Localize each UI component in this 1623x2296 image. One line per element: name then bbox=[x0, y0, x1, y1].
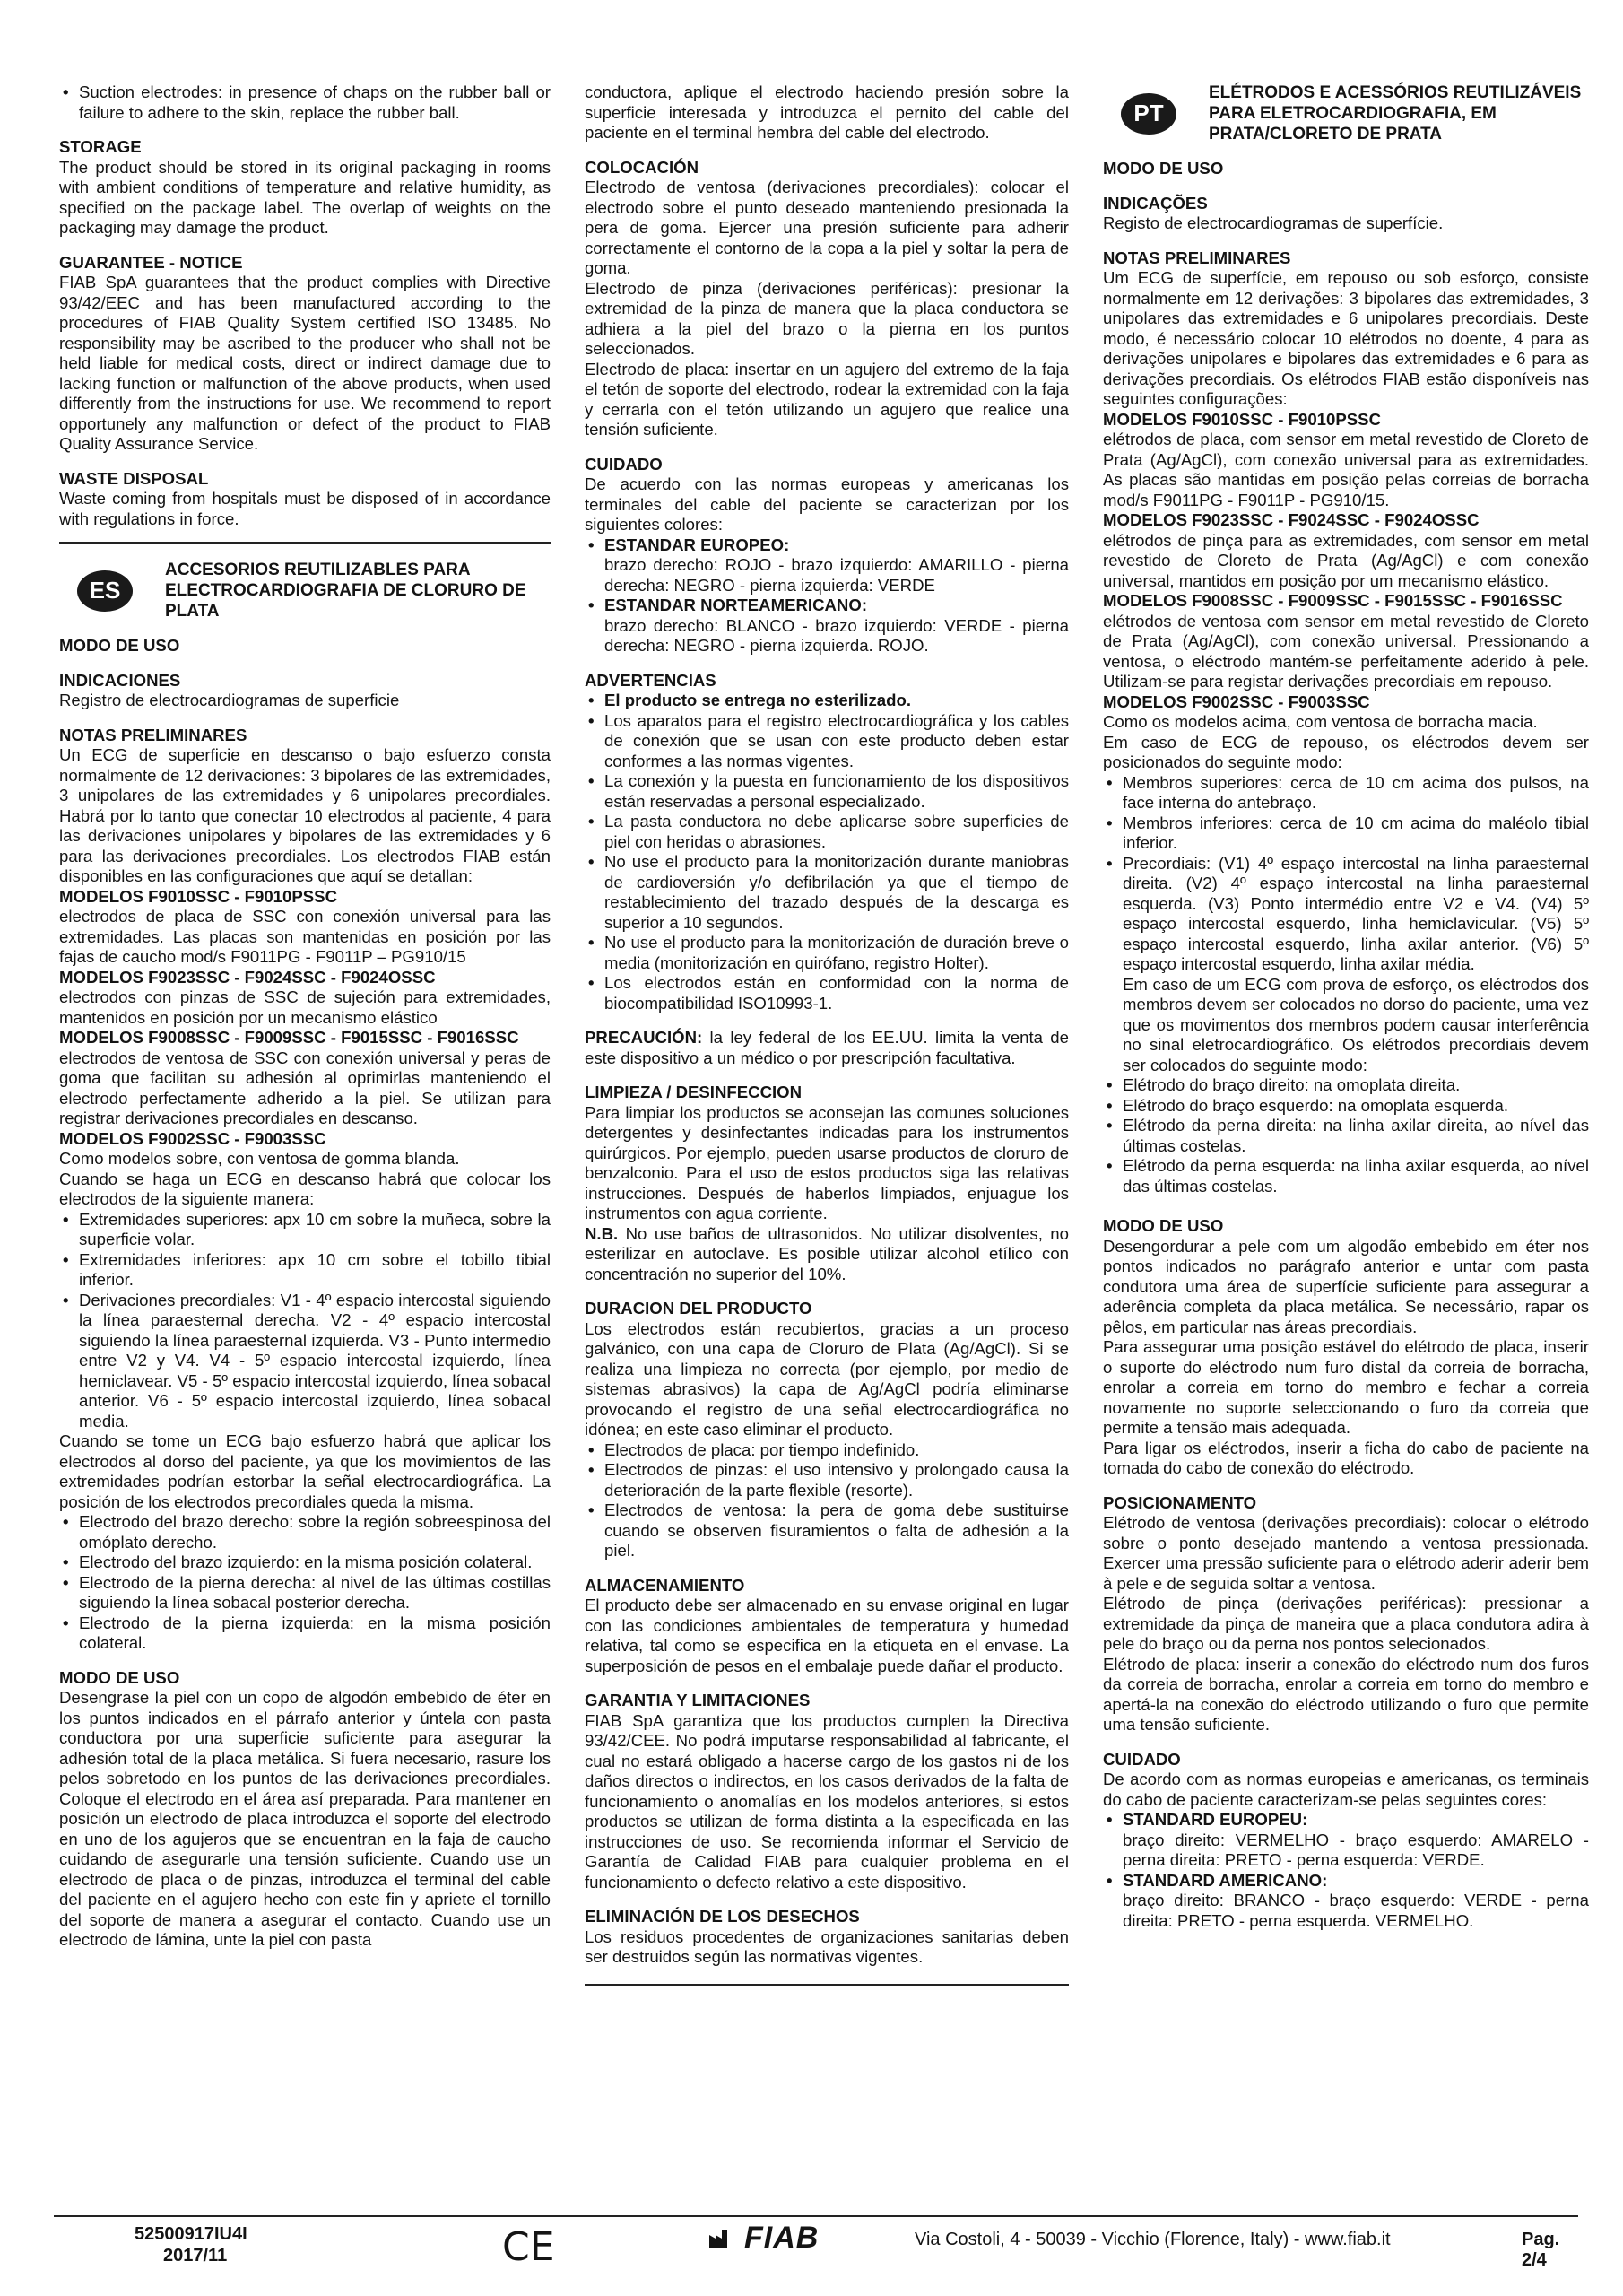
section-heading: CUIDADO bbox=[1103, 1749, 1181, 1769]
section-heading: GARANTIA Y LIMITACIONES bbox=[585, 1691, 811, 1709]
paragraph: Como os modelos acima, com ventosa de borracha macia. bbox=[1103, 712, 1538, 731]
stress-position-list bbox=[59, 1512, 551, 1654]
list-item: • No use el producto para la monitorización durante maniobras de cardioversión y/o defibrilación ya que el tiempo de restablecimiento del trazado después de la descarga es superior a 10 segundos. bbox=[604, 852, 1069, 933]
paragraph: electrodos de placa de SSC con conexión universal para las extremidades. Las placas son mantenidas en posición por las fajas de caucho mod/s F9011PG - F9011P – PG910/15 bbox=[59, 907, 551, 966]
divider bbox=[59, 542, 551, 544]
paragraph: FIAB SpA guarantees that the product complies with Directive 93/42/EEC and has been manufactured according to the procedures of FIAB Quality System certified ISO 13485. No responsibility may be ascribed to the producer who shall not be held liable for medical costs, direct or indirect damage due to lacking function or malfunction of the above products, when used differently from the instructions for use. We recommend to report opportunely any malfunction or defect of the product to FIAB Quality Assurance Service. bbox=[59, 273, 551, 453]
standard-heading: ESTANDAR NORTEAMERICANO: bbox=[604, 596, 868, 614]
document-code: 52500917IU4I bbox=[135, 2224, 247, 2244]
paragraph: Los electrodos están recubiertos, gracias a un proceso galvánico, con una capa de Cloruro de Plata (Ag/AgCl). Si se realiza una limpieza no correcta (por ejemplo, por medio de sistemas abrasivos) la capa de Ag/AgCl podría eliminarse provocando el registro de una señal electrocardiográfica no idónea; en este caso eliminar el producto. bbox=[585, 1318, 1069, 1439]
list-item: • Elétrodo do braço esquerdo: na omoplata esquerda. bbox=[1123, 1096, 1589, 1117]
standard-heading: ESTANDAR EUROPEO: bbox=[604, 535, 790, 554]
section-heading: ELIMINACIÓN DE LOS DESECHOS bbox=[585, 1907, 860, 1926]
model-heading: MODELOS F9002SSC - F9003SSC bbox=[1103, 691, 1370, 711]
section-heading: INDICACIONES bbox=[59, 670, 181, 690]
list-item: • Los aparatos para el registro electrocardiográfica y los cables de conexión que se usan con este producto deben estar conformes a las normas vigentes. bbox=[604, 711, 1069, 772]
paragraph: Cuando se haga un ECG en descanso habrá que colocar los electrodos de la siguiente manera: bbox=[59, 1169, 551, 1208]
section-heading: INDICAÇÕES bbox=[1103, 193, 1208, 213]
paragraph: Registro de electrocardiogramas de superficie bbox=[59, 691, 400, 709]
model-heading: MODELOS F9010SSC - F9010PSSC bbox=[59, 886, 338, 906]
list-item: • Membros inferiores: cerca de 10 cm acima do maléolo tibial inferior. bbox=[1123, 813, 1589, 854]
paragraph: Electrodo de placa: insertar en un agujero del extremo de la faja el tetón de soporte del electrodo, rodear la extremidad con la faja y cerrarla con el tetón utilizando un agujero que realice una tensión suficiente. bbox=[585, 359, 1069, 439]
list-item bbox=[604, 535, 1069, 596]
nb-paragraph bbox=[585, 1224, 1069, 1285]
paragraph: De acuerdo con las normas europeas y americanas los terminales del cable del paciente se caracterizan por los siguientes colores: bbox=[585, 474, 1069, 534]
column-english-spanish bbox=[59, 83, 551, 1951]
fiab-logo: FIAB bbox=[744, 2221, 820, 2255]
rest-position-list bbox=[59, 1210, 551, 1432]
list-item: • La pasta conductora no debe aplicarse sobre superficies de piel con heridas o abrasiones. bbox=[604, 812, 1069, 852]
language-header-es bbox=[59, 560, 551, 622]
standard-heading: STANDARD AMERICANO: bbox=[1123, 1870, 1328, 1890]
list-item: • Electrodos de placa: por tiempo indefinido. bbox=[604, 1440, 1069, 1461]
suction-bullet-list bbox=[59, 83, 551, 123]
paragraph: Em caso de ECG de repouso, os eléctrodos devem ser posicionados do seguinte modo: bbox=[1103, 732, 1589, 771]
list-item: • Suction electrodes: in presence of chaps on the rubber ball or failure to adhere to the skin, replace the rubber ball. bbox=[79, 83, 551, 123]
list-item bbox=[604, 596, 1069, 657]
language-badge: ES bbox=[77, 570, 133, 612]
list-item: • Electrodo de la pierna derecha: al nivel de las últimas costillas siguiendo la línea sobacal posterior derecha. bbox=[79, 1573, 551, 1613]
model-heading: MODELOS F9023SSC - F9024SSC - F9024OSSC bbox=[59, 967, 436, 987]
paragraph: The product should be stored in its original packaging in rooms with ambient conditions of temperature and relative humidity, as specified on the package label. The overlap of weights on the packaging may damage the product. bbox=[59, 157, 551, 237]
stress-position-list bbox=[1103, 1075, 1589, 1196]
list-item: • Precordiais: (V1) 4º espaço intercostal na linha paraesternal direita. (V2) 4º espaço intercostal na linha paraesternal esquerda. (V3) Ponto intermédio entre V2 e V4. (V4) 5º espaço intercostal esquerdo, linha hemiclavicular. (V5) 5º espaço intercostal esquerdo, linha axilar anterior. (V6) 5º espaço intercostal esquerdo, linha axilar média. bbox=[1123, 854, 1589, 975]
language-badge: PT bbox=[1121, 93, 1176, 135]
standard-colors: braço direito: VERMELHO - braço esquerdo: AMARELO - perna direita: PRETO - perna esquerda: VERDE. bbox=[1123, 1830, 1589, 1869]
paragraph: Electrodo de ventosa (derivaciones precordiales): colocar el electrodo sobre el punto deseado manteniendo presionada la pera de goma. Ejercer una presión suficiente para adherir correctamente el contorno de la copa a la piel y soltar la pera de goma. bbox=[585, 178, 1069, 277]
ce-mark: CE bbox=[502, 2224, 555, 2270]
section-heading: NOTAS PRELIMINARES bbox=[59, 725, 247, 744]
paragraph: Elétrodo de placa: inserir a conexão do eléctrodo num dos furos da correia de borracha, enrolar a correia em torno do membro e apertá-la na conexão do eléctrodo utilizando o furo que permite uma tensão suficiente. bbox=[1103, 1654, 1589, 1734]
section-heading: STORAGE bbox=[59, 137, 142, 156]
footer-divider bbox=[54, 2215, 1578, 2217]
section-heading: NOTAS PRELIMINARES bbox=[1103, 248, 1291, 267]
section-heading: ALMACENAMIENTO bbox=[585, 1575, 745, 1595]
standard-colors: brazo derecho: BLANCO - brazo izquierdo: VERDE - pierna derecha: NEGRO - pierna izquierda. ROJO. bbox=[604, 615, 1069, 655]
list-item: • La conexión y la puesta en funcionamiento de los dispositivos están reservadas a personal especializado. bbox=[604, 771, 1069, 812]
list-item: • Extremidades inferiores: apx 10 cm sobre el tobillo tibial inferior. bbox=[79, 1250, 551, 1291]
paragraph: Para assegurar uma posição estável do elétrodo de placa, inserir o suporte do eléctrodo num furo distal da correia de borracha, enrolar a correia em torno do membro e fechar a correia novamente no suporte seleccionando o furo da correia que permite a tensão mais adequada. bbox=[1103, 1337, 1589, 1437]
paragraph: Um ECG de superfície, em repouso ou sob esforço, consiste normalmente em 12 derivações: 3 bipolares das extremidades, 3 unipolares das extremidades e 6 unipolares precordiais. Deste modo, é necessário colocar 10 elétrodos no doente, 4 para as derivações unipolares e bipolares das extremidades e 6 para as derivações precordiais. Os elétrodos FIAB estão disponíveis nas seguintes configurações: bbox=[1103, 268, 1589, 408]
section-heading: POSICIONAMENTO bbox=[1103, 1492, 1257, 1512]
list-item: • Electrodo del brazo izquierdo: en la misma posición colateral. bbox=[79, 1552, 551, 1573]
paragraph: FIAB SpA garantiza que los productos cumplen la Directiva 93/42/CEE. No podrá imputarse responsabilidad al fabricante, el cual no estará obligado a hacerse cargo de los gastos ni de los daños directos o indirectos, en los casos derivados de la falta de funcionamiento o anomalías en los modelos anteriores, si estos productos se utilizan de forma distinta a la especificada en las instrucciones de uso. Se recomienda informar el Servicio de Garantía de Calidad FIAB para cualquier problema en el funcionamiento o defecto relativo a este dispositivo. bbox=[585, 1710, 1069, 1892]
list-item: • Electrodos de ventosa: la pera de goma debe sustituirse cuando se observen fisuramientos o falta de adhesión a la piel. bbox=[604, 1500, 1069, 1561]
section-heading: COLOCACIÓN bbox=[585, 157, 699, 177]
list-item: • Extremidades superiores: apx 10 cm sobre la muñeca, sobre la superficie volar. bbox=[79, 1210, 551, 1250]
paragraph: Un ECG de superficie en descanso o bajo esfuerzo consta normalmente de 12 derivaciones: 3 bipolares de las extremidades, 3 unipolares de las extremidades y 6 unipolares precordiales. Habrá por lo tanto que conectar 10 electrodos al paciente, 4 para las derivaciones unipolares y bipolares de las extremidades y 6 para las derivaciones precordiales. Los electrodos FIAB están disponibles en las configuraciones que aquí se detallan: bbox=[59, 745, 551, 885]
section-heading: GUARANTEE - NOTICE bbox=[59, 252, 243, 272]
warning-bold: El producto se entrega no esterilizado. bbox=[604, 691, 911, 709]
paragraph: Elétrodo de ventosa (derivações precordiais): colocar o elétrodo sobre o ponto desejado mantendo a ventosa pressionada. Exercer uma pressão suficiente para o elétrodo aderir aderir bem à pele e de seguida soltar a ventosa. bbox=[1103, 1513, 1589, 1593]
paragraph: Los residuos procedentes de organizaciones sanitarias deben ser destruidos según las normativas vigentes. bbox=[585, 1926, 1069, 1966]
precaution-label: PRECAUCIÓN: bbox=[585, 1028, 703, 1047]
list-item: • Electrodo del brazo derecho: sobre la región sobreespinosa del omóplato derecho. bbox=[79, 1512, 551, 1552]
list-item: • Elétrodo da perna direita: na linha axilar direita, ao nível das últimas costelas. bbox=[1123, 1116, 1589, 1156]
list-item bbox=[604, 691, 1069, 711]
paragraph: Para ligar os eléctrodos, inserir a ficha do cabo de paciente na tomada do cabo de conexão do eléctrodo. bbox=[1103, 1438, 1589, 1477]
paragraph: Como modelos sobre, con ventosa de gomma blanda. bbox=[59, 1149, 460, 1168]
column-spanish-continued bbox=[585, 83, 1069, 2002]
section-heading: MODO DE USO bbox=[1103, 1216, 1224, 1235]
standard-heading: STANDARD EUROPEU: bbox=[1123, 1810, 1308, 1829]
section-heading: WASTE DISPOSAL bbox=[59, 468, 209, 488]
paragraph: El producto debe ser almacenado en su envase original en lugar con las condiciones ambientales de temperatura y humedad relativa, tal como se especifica en la etiqueta en el envase. La superposición de pesos en el embalaje puede dañar el producto. bbox=[585, 1596, 1069, 1675]
color-standard-list bbox=[1103, 1810, 1589, 1931]
document-date: 2017/11 bbox=[163, 2246, 228, 2266]
page-footer bbox=[54, 2215, 1578, 2278]
section-heading: MODO DE USO bbox=[59, 1667, 180, 1687]
list-item: • No use el producto para la monitorización de duración breve o media (monitorización en quirófano, registro Holter). bbox=[604, 933, 1069, 973]
paragraph: Desengordurar a pele com um algodão embebido em éter nos pontos indicados no parágrafo anterior e untar com pasta condutora uma área de superfície suficiente para assegurar a aderência completa da placa metálica. Se necessário, rapar os pêlos, em particular nas áreas precordiais. bbox=[1103, 1236, 1589, 1336]
paragraph: Desengrase la piel con un copo de algodón embebido de éter en los puntos indicados en el párrafo anterior y úntela con pasta conductora por una superficie suficiente para asegurar la adhesión total de la placa metálica. Si fuera necesario, rasure los pelos sobretodo en los puntos de las derivaciones precordiales. Coloque el electrodo en el área así preparada. Para mantener en posición un electrodo de placa introduzca el soporte del electrodo en uno de los agujeros que se encuentran en la faja de caucho cuidando de asegurarle una tensión suficiente. Cuando use un electrodo de placa o de pinzas, introduzca el terminal del cable del paciente en el agujero hecho con este fin y apriete el tornillo del soporte de manera a asegurar el contacto. Cuando use un electrodo de lámina, unte la piel con pasta bbox=[59, 1688, 551, 1949]
section-heading: LIMPIEZA / DESINFECCION bbox=[585, 1083, 803, 1101]
list-item bbox=[1123, 1810, 1589, 1871]
list-item: • Los electrodos están en conformidad con la norma de biocompatibilidad ISO10993-1. bbox=[604, 973, 1069, 1013]
language-title: ELÉTRODOS E ACESSÓRIOS REUTILIZÁVEIS PARA ELETROCARDIOGRAFIA, EM PRATA/CLORETO DE PRATA bbox=[1209, 83, 1582, 144]
language-title: ACCESORIOS REUTILIZABLES PARA ELECTROCARDIOGRAFIA DE CLORURO DE PLATA bbox=[165, 561, 526, 621]
paragraph: electrodos de ventosa de SSC con conexión universal y peras de goma que facilitan su adhesión al oprimirlas manteniendo el electrodo perfectamente adherido a la piel. Se utilizan para registrar derivaciones precordiales en descanso. bbox=[59, 1048, 551, 1127]
paragraph: Em caso de um ECG com prova de esforço, os eléctrodos dos membros devem ser colocados no dorso do paciente, uma vez que os movimentos dos membros podem causar interferência no sinal eletrocardiográfico. Os elétrodos precordiais devem ser colocados do seguinte modo: bbox=[1123, 974, 1589, 1074]
section-heading: CUIDADO bbox=[585, 454, 663, 474]
paragraph: Waste coming from hospitals must be disposed of in accordance with regulations in force. bbox=[59, 489, 551, 528]
paragraph: conductora, aplique el electrodo haciendo presión sobre la superficie interesada y introduzca el pernito del cable del paciente en el terminal hembra del cable del electrodo. bbox=[585, 83, 1069, 142]
standard-colors: braço direito: BRANCO - braço esquerdo: VERDE - perna direita: PRETO - perna esquerda. VERMELHO. bbox=[1123, 1891, 1589, 1930]
list-item: • Electrodos de pinzas: el uso intensivo y prolongado causa la deterioración de la parte flexible (resorte). bbox=[604, 1460, 1069, 1500]
color-standard-list bbox=[585, 535, 1069, 657]
company-address: Via Costoli, 4 - 50039 - Vicchio (Florence, Italy) - www.fiab.it bbox=[915, 2230, 1391, 2249]
list-item: • Elétrodo do braço direito: na omoplata direita. bbox=[1123, 1075, 1589, 1096]
paragraph: Para limpiar los productos se aconsejan las comunes soluciones detergentes y desinfectantes indicadas para los instrumentos quirúrgicos. Por ejemplo, pueden usarse productos de cloruro de benzalconio. Para el uso de estos productos siga las relativas instrucciones. Después de haberlos limpiados, enjuague los instrumentos con agua corriente. bbox=[585, 1102, 1069, 1222]
divider bbox=[585, 1984, 1069, 1986]
model-heading: MODELOS F9002SSC - F9003SSC bbox=[59, 1128, 326, 1148]
model-heading: MODELOS F9008SSC - F9009SSC - F9015SSC - F9016SSC bbox=[59, 1028, 519, 1047]
model-heading: MODELOS F9010SSC - F9010PSSC bbox=[1103, 409, 1382, 429]
section-heading: ADVERTENCIAS bbox=[585, 670, 716, 690]
nb-label: N.B. bbox=[585, 1223, 619, 1243]
paragraph: Electrodo de pinza (derivaciones periféricas): presionar la extremidad de la pinza de manera que la placa conductora se adhiera a la piel del brazo o la pierna en los puntos seleccionados. bbox=[585, 278, 1069, 358]
language-header-pt bbox=[1103, 83, 1589, 144]
paragraph: electrodos con pinzas de SSC de sujeción para extremidades, mantenidos en posición por un mecanismo elástico bbox=[59, 987, 551, 1027]
factory-icon bbox=[708, 2228, 732, 2249]
list-item: • Elétrodo da perna esquerda: na linha axilar esquerda, ao nível das últimas costelas. bbox=[1123, 1156, 1589, 1196]
fiab-logo-group bbox=[708, 2221, 819, 2256]
paragraph: Cuando se tome un ECG bajo esfuerzo habrá que aplicar los electrodos al dorso del paciente, ya que los movimientos de las extremidades podrían estorbar la señal electrocardiográfica. La posición de los electrodos precordiales queda la misma. bbox=[59, 1431, 551, 1511]
model-heading: MODELOS F9008SSC - F9009SSC - F9015SSC - F9016SSC bbox=[1103, 591, 1563, 610]
paragraph: elétrodos de placa, com sensor em metal revestido de Cloreto de Prata (Ag/AgCl), com conexão universal para as extremidades. As placas são mantidas em posição pelas correias de borracha mod/s F9011PG - F9011P - PG910/15. bbox=[1103, 430, 1589, 509]
nb-text: No use baños de ultrasonidos. No utilizar disolventes, no esterilizar en autoclave. Es posible utilizar alcohol etílico con concentración no superior del 10%. bbox=[585, 1223, 1069, 1283]
paragraph: Elétrodo de pinça (derivações periféricas): pressionar a extremidade da pinça de maneira que a placa condutora adira à pele do braço ou da perna nos pontos selecionados. bbox=[1103, 1594, 1589, 1653]
standard-colors: brazo derecho: ROJO - brazo izquierdo: AMARILLO - pierna derecha: NEGRO - pierna izquierda: VERDE bbox=[604, 555, 1069, 595]
section-heading: DURACION DEL PRODUCTO bbox=[585, 1299, 812, 1318]
list-item bbox=[1123, 1871, 1589, 1932]
section-heading: MODO DE USO bbox=[1103, 159, 1224, 178]
section-heading: MODO DE USO bbox=[59, 636, 180, 655]
duration-list bbox=[585, 1440, 1069, 1561]
precaution-text: la ley federal de los EE.UU. limita la venta de este dispositivo a un médico o por prescripción facultativa. bbox=[585, 1028, 1069, 1067]
list-item: • Derivaciones precordiales: V1 - 4º espacio intercostal siguiendo la línea paraesternal derecha. V2 - 4º espacio intercostal siguiendo la línea paraesternal izquierda. V3 - Punto intermedio entre V2 y V4. V4 - 5º espacio intercostal izquierdo, línea hemiclavear. V5 - 5º espacio intercostal izquierdo, línea sobacal anterior. V6 - 5º espacio intercostal izquierdo, línea sobacal media. bbox=[79, 1291, 551, 1432]
warnings-list bbox=[585, 691, 1069, 1013]
paragraph: Registo de electrocardiogramas de superfície. bbox=[1103, 213, 1444, 232]
list-item: • Membros superiores: cerca de 10 cm acima dos pulsos, na face interna do antebraço. bbox=[1123, 773, 1589, 813]
rest-position-list bbox=[1103, 773, 1589, 975]
paragraph: De acordo com as normas europeias e americanas, os terminais do cabo de paciente caracterizam-se pelas seguintes cores: bbox=[1103, 1770, 1589, 1809]
list-item: • Electrodo de la pierna izquierda: en la misma posición colateral. bbox=[79, 1613, 551, 1654]
precaution-paragraph bbox=[585, 1028, 1069, 1068]
paragraph: elétrodos de ventosa com sensor em metal revestido de Cloreto de Prata (Ag/AgCl), com conexão universal. Pressionando a ventosa, o eléctrodo mantém-se perfeitamente aderido à pele. Utilizam-se para registar derivações precordiais em repouso. bbox=[1103, 611, 1589, 691]
paragraph: elétrodos de pinça para as extremidades, com sensor em metal revestido de Cloreto de Prata (Ag/AgCl) e com conexão universal, mantidos em posição por um mecanismo elástico. bbox=[1103, 530, 1589, 590]
page-number: Pag. 2/4 bbox=[1522, 2230, 1560, 2270]
column-portuguese bbox=[1103, 83, 1589, 1931]
model-heading: MODELOS F9023SSC - F9024SSC - F9024OSSC bbox=[1103, 510, 1480, 529]
